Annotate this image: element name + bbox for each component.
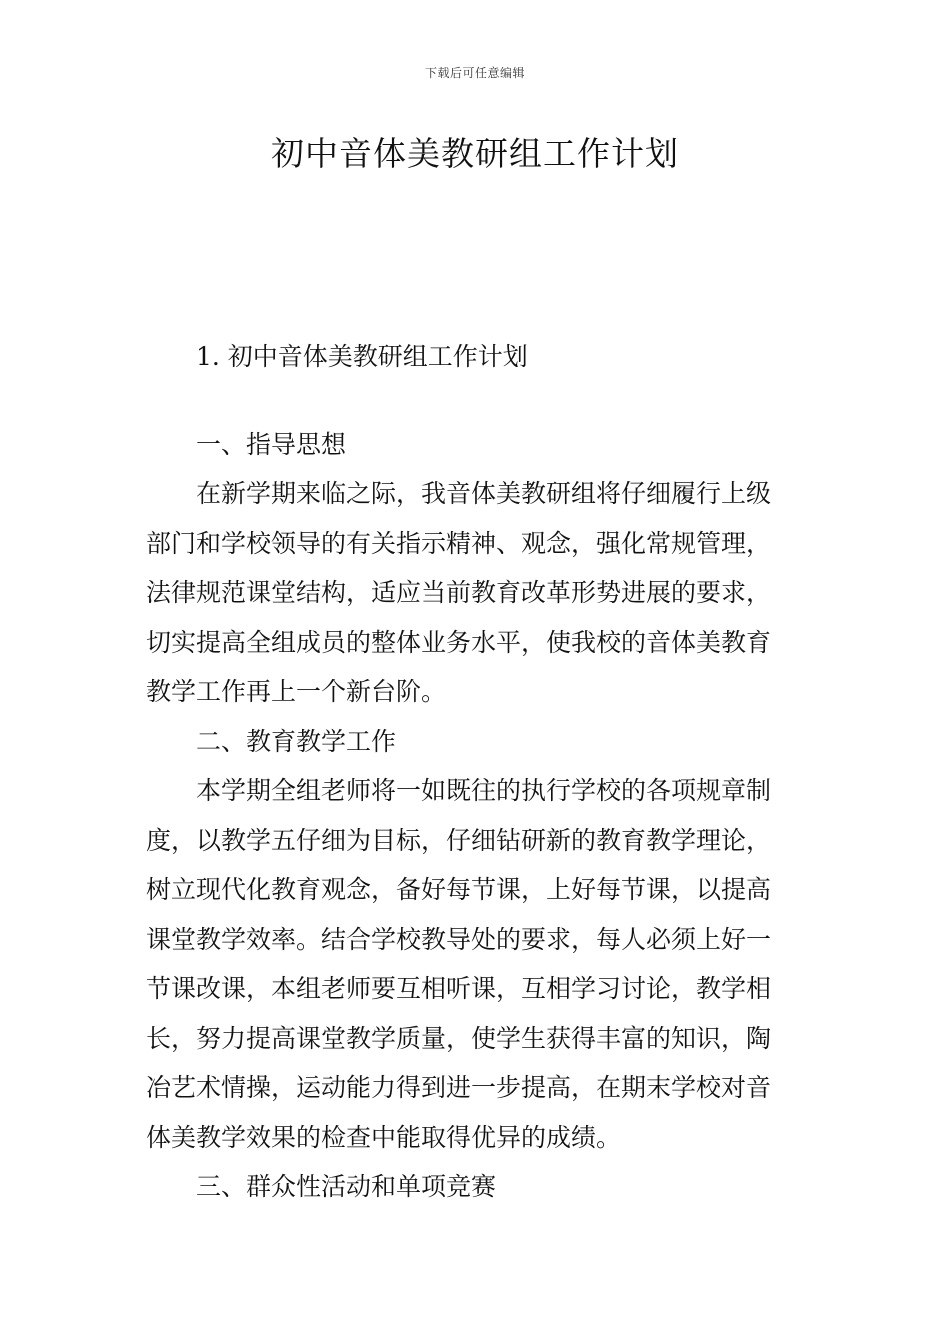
paragraph-line: 教学工作再上一个新台阶。 xyxy=(146,677,447,706)
header-note: 下载后可任意编辑 xyxy=(424,66,525,80)
section-heading: 三、群众性活动和单项竞赛 xyxy=(196,1172,497,1201)
paragraph-line: 树立现代化教育观念，备好每节课，上好每节课，以提高 xyxy=(146,875,772,904)
paragraph-line: 切实提高全组成员的整体业务水平，使我校的音体美教育 xyxy=(146,627,772,657)
paragraph-line: 在新学期来临之际，我音体美教研组将仔细履行上级 xyxy=(196,479,772,508)
subtitle: 1. 初中音体美教研组工作计划 xyxy=(196,342,528,371)
document-title: 初中音体美教研组工作计划 xyxy=(271,134,679,173)
section-heading: 一、指导思想 xyxy=(196,429,347,459)
section-heading: 二、教育教学工作 xyxy=(196,726,397,756)
paragraph-line: 长，努力提高课堂教学质量，使学生获得丰富的知识，陶 xyxy=(146,1023,772,1053)
paragraph-line: 法律规范课堂结构，适应当前教育改革形势进展的要求， xyxy=(146,578,772,607)
paragraph-line: 体美教学效果的检查中能取得优异的成绩。 xyxy=(146,1122,622,1152)
paragraph-line: 部门和学校领导的有关指示精神、观念，强化常规管理， xyxy=(146,528,772,558)
paragraph-line: 冶艺术情操，运动能力得到进一步提高，在期末学校对音 xyxy=(146,1073,772,1102)
paragraph-line: 课堂教学效率。结合学校教导处的要求，每人必须上好一 xyxy=(146,924,772,954)
paragraph-line: 本学期全组老师将一如既往的执行学校的各项规章制 xyxy=(196,776,772,805)
document-body xyxy=(146,332,806,1212)
paragraph-line: 度，以教学五仔细为目标，仔细钻研新的教育教学理论， xyxy=(146,825,772,855)
paragraph-line: 节课改课，本组老师要互相听课，互相学习讨论，教学相 xyxy=(146,974,772,1003)
